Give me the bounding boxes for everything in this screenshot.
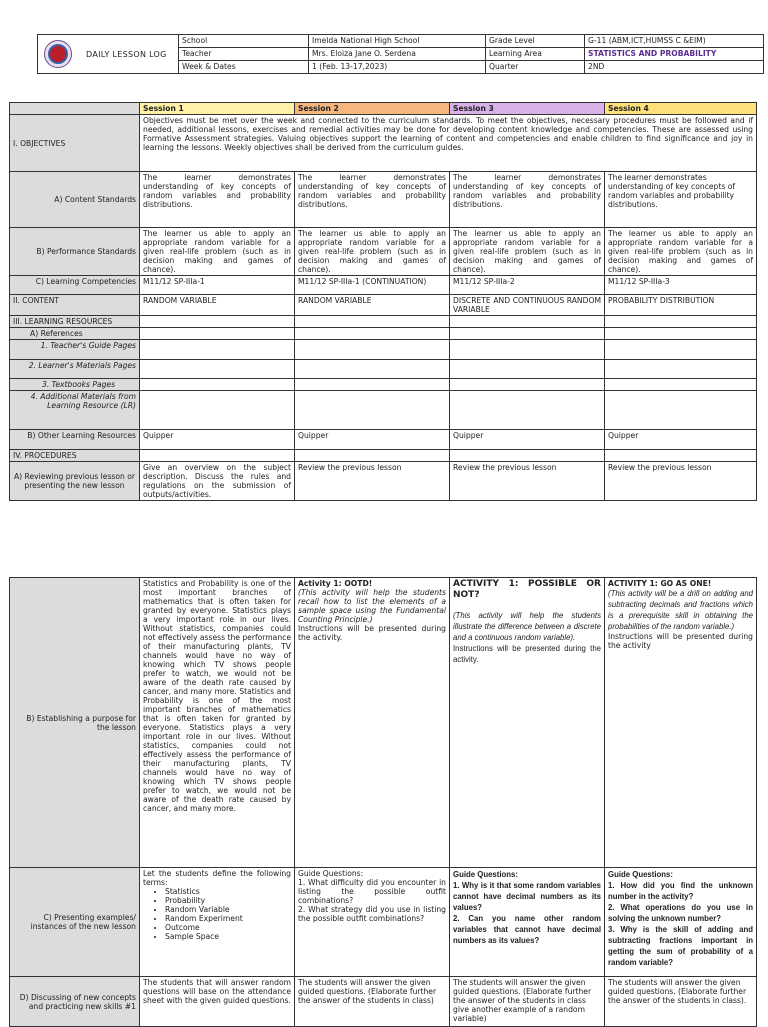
learning-area-value: STATISTICS AND PROBABILITY bbox=[585, 48, 764, 61]
content-standard-cell: The learner demonstrates understanding of key concepts of random variables and probability distributions. bbox=[450, 172, 605, 228]
other-resource-cell: Quipper bbox=[140, 430, 295, 450]
guide-question: 3. Why is the skill of adding and subtracting fractions important in getting the sum of probability of a random variable? bbox=[608, 925, 753, 967]
purpose-session4 bbox=[605, 578, 757, 868]
row-label-additional-materials: 4. Additional Materials from Learning Resource (LR) bbox=[10, 391, 140, 430]
activity-description: (This activity will be a drill on adding and subtracting decimals and fractions which is a prerequisite skill in obtaining the probabilities of the random variable.) bbox=[608, 589, 753, 631]
term-item: • Sample Space bbox=[165, 932, 291, 941]
header-key: School bbox=[179, 35, 309, 48]
header-logo-cell bbox=[38, 35, 179, 74]
guide-questions-heading: Guide Questions: bbox=[298, 869, 364, 878]
activity-instructions: Instructions will be presented during the activity. bbox=[298, 624, 446, 642]
row-label-procedures: IV. PROCEDURES bbox=[10, 450, 140, 462]
header-value: Imelda National High School bbox=[309, 35, 486, 48]
row-label-reviewing: A) Reviewing previous lesson or presenting the new lesson bbox=[10, 462, 140, 501]
purpose-session3 bbox=[450, 578, 605, 868]
header-table bbox=[37, 34, 764, 74]
activity-title: Activity 1: OOTD! bbox=[298, 579, 373, 588]
row-label-content-standards: A) Content Standards bbox=[10, 172, 140, 228]
competency-cell: M11/12 SP-IIIa-3 bbox=[605, 276, 757, 295]
row-label-content: II. CONTENT bbox=[10, 295, 140, 316]
content-cell: PROBABILITY DISTRIBUTION bbox=[605, 295, 757, 316]
corner-cell bbox=[10, 103, 140, 115]
content-standard-cell: The learner demonstrates understanding of key concepts of random variables and probability distributions. bbox=[295, 172, 450, 228]
guide-question: 1. How did you find the unknown number in the activity? bbox=[608, 881, 753, 901]
row-label-discussing: D) Discussing of new concepts and practicing new skills #1 bbox=[10, 977, 140, 1027]
content-cell: RANDOM VARIABLE bbox=[295, 295, 450, 316]
review-cell: Review the previous lesson bbox=[605, 462, 757, 501]
discussing-cell: The students will answer the given guided questions. (Elaborate further the answer of the students in class). bbox=[605, 977, 757, 1027]
discussing-cell: The students that will answer random questions will base on the attendance sheet with the given guided questions. bbox=[140, 977, 295, 1027]
activity-description: (This activity will help the students recall how to list the elements of a sample space using the Fundamental Counting Principle.) bbox=[298, 588, 446, 624]
row-label-references: A) References bbox=[10, 328, 140, 340]
session-header: Session 2 bbox=[295, 103, 450, 115]
activity-description: (This activity will help the students illustrate the difference between a discrete and a continuous random variable). bbox=[453, 611, 601, 642]
presenting-session1 bbox=[140, 868, 295, 977]
content-standard-cell: The learner demonstrates understanding of key concepts of random variables and probability distributions. bbox=[605, 172, 757, 228]
competency-cell: M11/12 SP-IIIa-1 (CONTINUATION) bbox=[295, 276, 450, 295]
guide-question: 2. Can you name other random variables that cannot have decimal numbers as its values? bbox=[453, 914, 601, 945]
other-resource-cell: Quipper bbox=[450, 430, 605, 450]
deped-seal-icon bbox=[44, 40, 72, 68]
discussing-cell: The students will answer the given guided questions. (Elaborate further the answer of the students in class) bbox=[295, 977, 450, 1027]
row-label-presenting: C) Presenting examples/ instances of the new lesson bbox=[10, 868, 140, 977]
header-key: Quarter bbox=[486, 61, 585, 74]
objectives-text: Objectives must be met over the week and connected to the curriculum standards. To meet the objectives, necessary procedures must be followed and if needed, additional lessons, exercises and remedial activities may be done for developing content knowledge and competencies. These are assessed using Formative Assessment strategies. Valuing objectives support the learning of content and competencies and enable children to find significance and joy in learning the lessons. Weekly objectives shall be derived from the curriculum guides. bbox=[140, 115, 757, 172]
activity-title: ACTIVITY 1: GO AS ONE! bbox=[608, 579, 712, 588]
header-value: 1 (Feb. 13-17,2023) bbox=[309, 61, 486, 74]
terms-intro: Let the students define the following terms: bbox=[143, 869, 291, 887]
term-item: • Statistics bbox=[165, 887, 291, 896]
performance-standard-cell: The learner us able to apply an appropriate random variable for a given real-life problem (such as in decision making and games of chance). bbox=[450, 228, 605, 276]
session-header: Session 3 bbox=[450, 103, 605, 115]
row-label-competencies: C) Learning Competencies bbox=[10, 276, 140, 295]
purpose-session2 bbox=[295, 578, 450, 868]
header-key: Teacher bbox=[179, 48, 309, 61]
purpose-session1: Statistics and Probability is one of the most important branches of mathematics that is often taken for granted by everyone. Statistics plays a very important role in our lives. Without statistics, companies could not effectively assess the performance of their manufacturing plants, TV channels would have no way of knowing which TV shows people prefer to watch, we would not be aware of the death rate caused by cancer, and many more. Statistics and Probability is one of the most important branches of mathematics that is often taken for granted by everyone. Statistics plays a very important role in our lives. Without statistics, companies could not effectively assess the performance of their manufacturing plants, TV channels would have no way of knowing which TV shows people prefer to watch, we would not be aware of the death rate caused by cancer, and many more. bbox=[140, 578, 295, 868]
row-label-textbooks: 3. Textbooks Pages bbox=[10, 379, 140, 391]
other-resource-cell: Quipper bbox=[605, 430, 757, 450]
performance-standard-cell: The learner us able to apply an appropriate random variable for a given real-life problem (such as in decision making and games of chance). bbox=[295, 228, 450, 276]
activity-instructions: Instructions will be presented during the activity. bbox=[453, 644, 601, 664]
guide-question: 1. What difficulty did you encounter in listing the possible outfit combinations? bbox=[298, 878, 446, 905]
lesson-log-table-page1 bbox=[9, 102, 757, 501]
guide-questions-heading: Guide Questions: bbox=[608, 870, 673, 879]
document-title: DAILY LESSON LOG bbox=[86, 49, 167, 59]
guide-question: 2. What strategy did you use in listing the possible outfit combinations? bbox=[298, 905, 446, 923]
row-label-learners-materials: 2. Learner's Materials Pages bbox=[10, 360, 140, 379]
activity-instructions: Instructions will be presented during the activity bbox=[608, 632, 753, 650]
guide-question: 2. What operations do you use in solving the unknown number? bbox=[608, 903, 753, 923]
row-label-performance-standards: B) Performance Standards bbox=[10, 228, 140, 276]
discussing-cell: The students will answer the given guided questions. (Elaborate further the answer of the students in class give another example of a random variable) bbox=[450, 977, 605, 1027]
performance-standard-cell: The learner us able to apply an appropriate random variable for a given real-life problem (such as in decision making and games of chance). bbox=[140, 228, 295, 276]
header-key: Week & Dates bbox=[179, 61, 309, 74]
guide-questions-heading: Guide Questions: bbox=[453, 870, 518, 879]
guide-question: 1. Why is it that some random variables cannot have decimal numbers as its values? bbox=[453, 881, 601, 912]
competency-cell: M11/12 SP-IIIa-2 bbox=[450, 276, 605, 295]
presenting-session2 bbox=[295, 868, 450, 977]
term-item: • Outcome bbox=[165, 923, 291, 932]
row-label-purpose: B) Establishing a purpose for the lesson bbox=[10, 578, 140, 868]
header-key: Grade Level bbox=[486, 35, 585, 48]
quarter-value: 2ND bbox=[585, 61, 764, 74]
review-cell: Review the previous lesson bbox=[450, 462, 605, 501]
competency-cell: M11/12 SP-IIIa-1 bbox=[140, 276, 295, 295]
term-item: • Random Experiment bbox=[165, 914, 291, 923]
header-value: G-11 (ABM,ICT,HUMSS C &EIM) bbox=[585, 35, 764, 48]
content-standard-cell: The learner demonstrates understanding of key concepts of random variables and probability distributions. bbox=[140, 172, 295, 228]
presenting-session3 bbox=[450, 868, 605, 977]
activity-title: ACTIVITY 1: POSSIBLE OR NOT? bbox=[453, 579, 601, 600]
content-cell: RANDOM VARIABLE bbox=[140, 295, 295, 316]
term-item: • Probability bbox=[165, 896, 291, 905]
other-resource-cell: Quipper bbox=[295, 430, 450, 450]
performance-standard-cell: The learner us able to apply an appropriate random variable for a given real-life problem (such as in decision making and games of chance). bbox=[605, 228, 757, 276]
row-label-teachers-guide: 1. Teacher's Guide Pages bbox=[10, 340, 140, 360]
session-header: Session 4 bbox=[605, 103, 757, 115]
review-cell: Review the previous lesson bbox=[295, 462, 450, 501]
row-label-resources: III. LEARNING RESOURCES bbox=[10, 316, 140, 328]
row-label-other-resources: B) Other Learning Resources bbox=[10, 430, 140, 450]
row-label-objectives: I. OBJECTIVES bbox=[10, 115, 140, 172]
terms-list bbox=[143, 887, 291, 941]
presenting-session4 bbox=[605, 868, 757, 977]
content-cell: DISCRETE AND CONTINUOUS RANDOM VARIABLE bbox=[450, 295, 605, 316]
lesson-log-table-page2 bbox=[9, 577, 757, 1027]
header-value: Mrs. Eloiza Jane O. Serdena bbox=[309, 48, 486, 61]
header-key: Learning Area bbox=[486, 48, 585, 61]
term-item: • Random Variable bbox=[165, 905, 291, 914]
session-header: Session 1 bbox=[140, 103, 295, 115]
review-cell: Give an overview on the subject description. Discuss the rules and regulations on the submission of outputs/activities. bbox=[140, 462, 295, 501]
